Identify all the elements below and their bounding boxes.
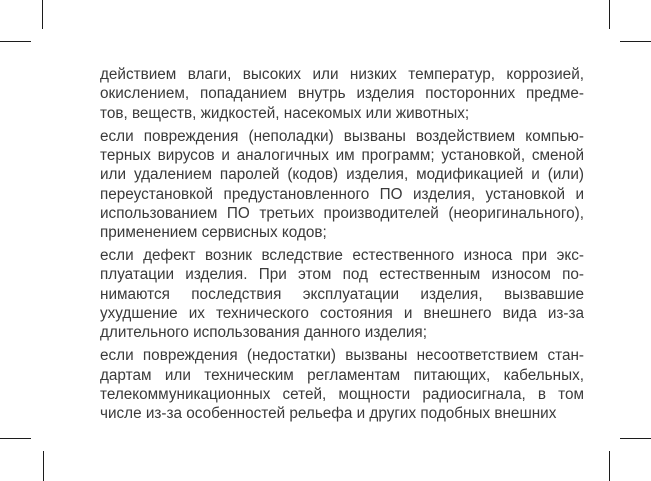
text-line: если дефект возник вследствие естественного износа при экс- [100, 247, 584, 265]
crop-mark-top-left-horizontal [0, 41, 31, 42]
text-line: телекоммуникационных сетей, мощности радиосигнала, в том [100, 386, 584, 403]
crop-mark-bottom-left-horizontal [0, 438, 31, 439]
text-line: действием влаги, высоких или низких температур, коррозией, [100, 66, 584, 83]
text-line: если повреждения (недостатки) вызваны несоответствием стан- [100, 347, 584, 365]
crop-mark-top-right-horizontal [620, 41, 651, 42]
text-line: терных вирусов и аналогичных им программ; установкой, сменой [100, 146, 584, 164]
text-line: использованием ПО третьих производителей (неоригинального), [100, 204, 584, 222]
text-line: или удалением паролей (кодов) изделия, модификацией и (или) [100, 166, 584, 184]
paragraph [100, 127, 584, 243]
text-line: числе из-за особенностей рельефа и других подобных внешних [100, 405, 557, 423]
crop-mark-bottom-left-vertical [43, 451, 44, 481]
text-line: применением сервисных кодов; [100, 224, 327, 242]
text-line: длительного использования данного изделия; [100, 324, 427, 342]
text-line: дартам или техническим регламентам питающих, кабельных, [100, 366, 584, 384]
text-line: окислением, попаданием внутрь изделия посторонних предме- [100, 85, 584, 103]
crop-mark-bottom-right-horizontal [620, 438, 651, 439]
crop-mark-top-right-vertical [609, 0, 610, 29]
text-line: ухудшение их технического состояния и внешнего вида из-за [100, 305, 584, 323]
text-line: нимаются последствия эксплуатации изделия, вызвавшие [100, 285, 584, 303]
text-line: если повреждения (неполадки) вызваны воздействием компью- [100, 127, 584, 145]
paragraph [100, 346, 584, 423]
text-line: переустановкой предустановленного ПО изделия, установкой и [100, 185, 584, 203]
paragraph [100, 65, 584, 123]
paragraph [100, 246, 584, 343]
crop-mark-top-left-vertical [42, 0, 43, 29]
text-line: плуатации изделия. При этом под естественным износом по- [100, 266, 584, 284]
warranty-terms-text-block [100, 65, 584, 427]
text-line: тов, веществ, жидкостей, насекомых или животных; [100, 104, 470, 122]
crop-mark-bottom-right-vertical [609, 451, 610, 481]
